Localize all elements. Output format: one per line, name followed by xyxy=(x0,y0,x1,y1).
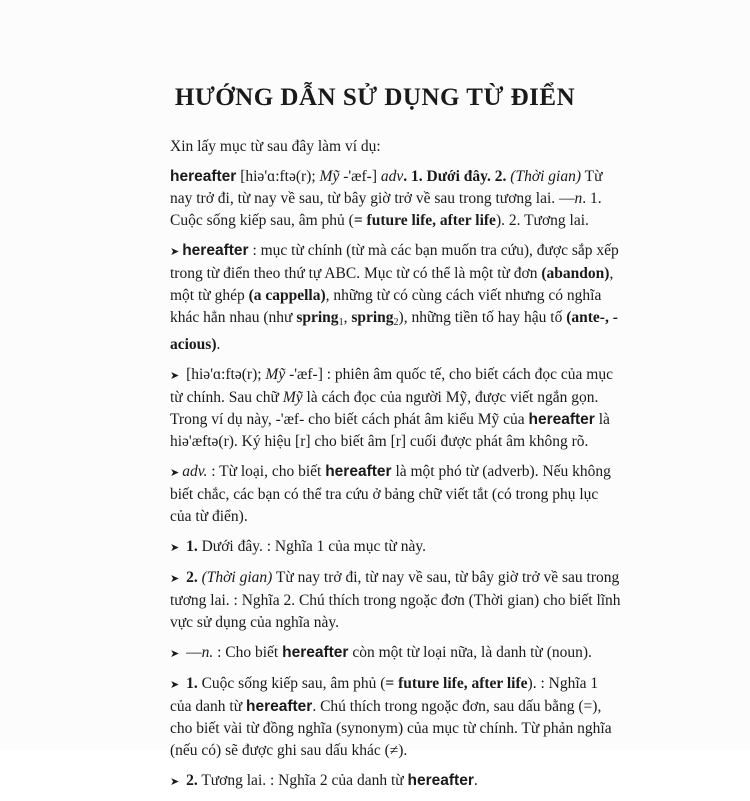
arrow-icon: ➤ xyxy=(170,679,180,691)
note-noun-sense-2: ➤ 2. Tương lai. : Nghĩa 2 của danh từ hereafter. xyxy=(170,772,478,789)
example-pron: [hiə'ɑ:ftə(r); xyxy=(236,168,320,185)
note-noun-sense-1: ➤ 1. Cuộc sống kiếp sau, âm phủ (= future life, after life). : Nghĩa 1 của danh từ hereafter. Chú thích trong ngoặc đơn, sau dấu bằng (=), cho biết vài từ đồng nghĩa (synonym) của mục từ chính. Từ phản nghĩa (nếu có) sẽ được ghi sau dấu khác (≠). xyxy=(170,675,612,759)
intro-text: Xin lấy mục từ sau đây làm ví dụ: xyxy=(170,138,381,155)
arrow-icon: ➤ xyxy=(170,246,180,258)
arrow-icon: ➤ xyxy=(170,573,180,585)
note-sense-1: ➤ 1. Dưới đây. : Nghĩa 1 của mục từ này. xyxy=(170,538,427,555)
arrow-icon: ➤ xyxy=(170,542,180,554)
example-pos-noun: n xyxy=(574,190,583,207)
note-sense-2: ➤ 2. (Thời gian) Từ nay trở đi, từ nay về sau, từ bây giờ trở về sau trong tương lai. : Nghĩa 2. Chú thích trong ngoặc đơn (Thời gian) cho biết lĩnh vực sử dụng của nghĩa này. xyxy=(170,569,621,631)
example-senses-1: . 1. Dưới đây. 2. xyxy=(403,168,511,185)
example-entry xyxy=(170,166,622,232)
page-title: HƯỚNG DẪN SỬ DỤNG TỪ ĐIỂN xyxy=(174,84,576,111)
arrow-icon: ➤ xyxy=(170,370,180,382)
example-senses-3: . 1. Cuộc sống kiếp sau, âm phủ ( xyxy=(170,190,602,229)
example-pos: adv xyxy=(380,168,404,185)
arrow-icon: ➤ xyxy=(170,467,180,479)
example-pron-us: -'æf-] xyxy=(339,168,381,185)
example-senses-4: ). 2. Tương lai. xyxy=(495,212,589,229)
example-senses-2: Từ nay trở đi, từ nay về sau, từ bây giờ trở về sau trong tương lai. — xyxy=(170,168,603,207)
note-part-of-speech: ➤ adv. : Từ loại, cho biết hereafter là một phó từ (adverb). Nếu không biết chắc, các bạn có thể tra cứu ở bảng chữ viết tắt (có trong phụ lục của từ điển). xyxy=(170,463,611,525)
arrow-icon: ➤ xyxy=(170,648,180,660)
example-pron-us-label: Mỹ xyxy=(319,168,340,185)
note-noun: ➤ —n. : Cho biết hereafter còn một từ loại nữa, là danh từ (noun). xyxy=(170,644,592,661)
example-label: (Thời gian) xyxy=(510,168,582,185)
note-headword: ➤ hereafter : mục từ chính (từ mà các bạn muốn tra cứu), được sắp xếp trong từ điển theo thứ tự ABC. Mục từ có thể là một từ đơn (abandon), một từ ghép (a cappella), những từ có cùng cách viết nhưng có nghĩa khác hẳn nhau (như spring$_1$, spring$_2$), những tiền tố hay hậu tố (ante-, -acious). xyxy=(170,242,619,353)
example-synonym: = future life, after life xyxy=(353,212,496,229)
example-headword: hereafter xyxy=(170,168,237,185)
page-body xyxy=(170,136,622,801)
arrow-icon: ➤ xyxy=(170,776,180,788)
note-pronunciation: ➤ [hiə'ɑ:ftə(r); Mỹ -'æf-] : phiên âm quốc tế, cho biết cách đọc của mục từ chính. Sau chữ Mỹ là cách đọc của người Mỹ, được viết ngắn gọn. Trong ví dụ này, -'æf- cho biết cách phát âm kiểu Mỹ của hereafter là hiə'æftə(r). Ký hiệu [r] cho biết âm [r] cuối được phát âm không rõ. xyxy=(170,366,613,450)
